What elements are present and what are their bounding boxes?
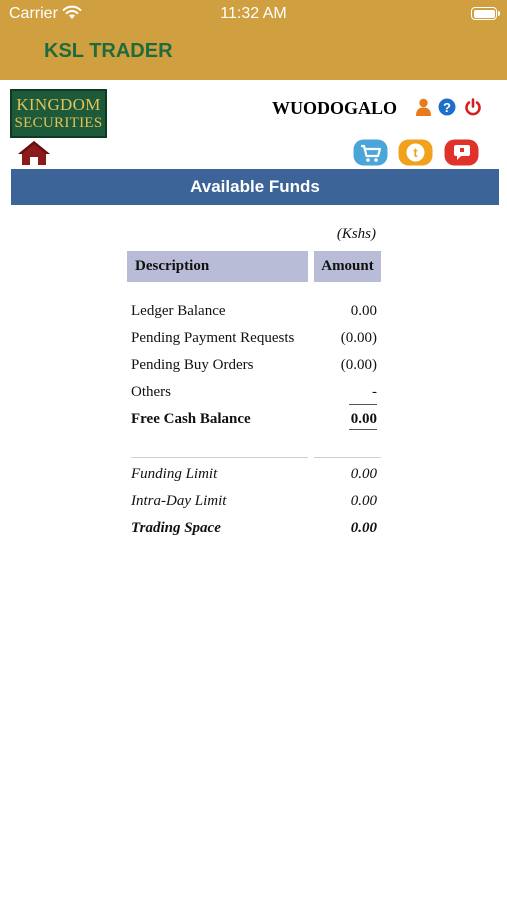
row-value: 0.00 (350, 493, 377, 509)
table-row (131, 357, 377, 379)
username-label: WUODOGALO (272, 98, 398, 118)
trade-icon[interactable] (398, 139, 433, 166)
row-value: 0.00 (350, 303, 377, 319)
svg-text:t: t (413, 145, 418, 160)
row-value: 0.00 (350, 411, 377, 427)
app-header (0, 0, 507, 80)
row-value: 0.00 (350, 520, 377, 536)
user-icon[interactable] (415, 98, 432, 116)
row-label: Ledger Balance (131, 303, 226, 319)
home-icon[interactable] (16, 139, 52, 166)
limit-row (131, 493, 377, 515)
table-row (131, 384, 377, 406)
limit-row (131, 466, 377, 488)
row-label: Funding Limit (131, 466, 218, 482)
battery-icon (471, 7, 497, 20)
table-row (131, 330, 377, 352)
table-row-total (131, 411, 377, 433)
logo-line-1: KINGDOM (16, 95, 101, 114)
row-label: Others (131, 384, 171, 400)
row-label: Pending Payment Requests (131, 330, 295, 346)
column-header-description: Description (127, 251, 308, 282)
help-icon[interactable] (438, 98, 456, 116)
status-bar (0, 0, 507, 28)
total-underline (349, 429, 377, 430)
limit-row-total (131, 520, 377, 542)
section-title-bar: Available Funds (11, 169, 499, 205)
row-label: Trading Space (131, 520, 221, 536)
currency-label: (Kshs) (336, 226, 376, 242)
table-row (131, 303, 377, 325)
carrier-label: Carrier (9, 5, 58, 22)
divider (314, 457, 381, 458)
app-title: KSL TRADER (44, 40, 173, 62)
subtotal-line (349, 404, 377, 405)
row-label: Free Cash Balance (131, 411, 251, 427)
svg-text:?: ? (443, 100, 451, 115)
cart-icon[interactable] (353, 139, 388, 166)
row-value: - (372, 384, 377, 400)
status-time: 11:32 AM (220, 5, 287, 22)
column-header-amount: Amount (314, 251, 381, 282)
kingdom-securities-logo (10, 89, 107, 138)
row-label: Intra-Day Limit (131, 493, 227, 509)
row-value: 0.00 (350, 466, 377, 482)
logo-line-2: SECURITIES (14, 115, 103, 131)
row-value: (0.00) (340, 330, 377, 346)
row-value: (0.00) (340, 357, 377, 373)
divider (131, 457, 308, 458)
messages-icon[interactable] (444, 139, 479, 166)
row-label: Pending Buy Orders (131, 357, 254, 373)
power-icon[interactable] (464, 98, 482, 116)
